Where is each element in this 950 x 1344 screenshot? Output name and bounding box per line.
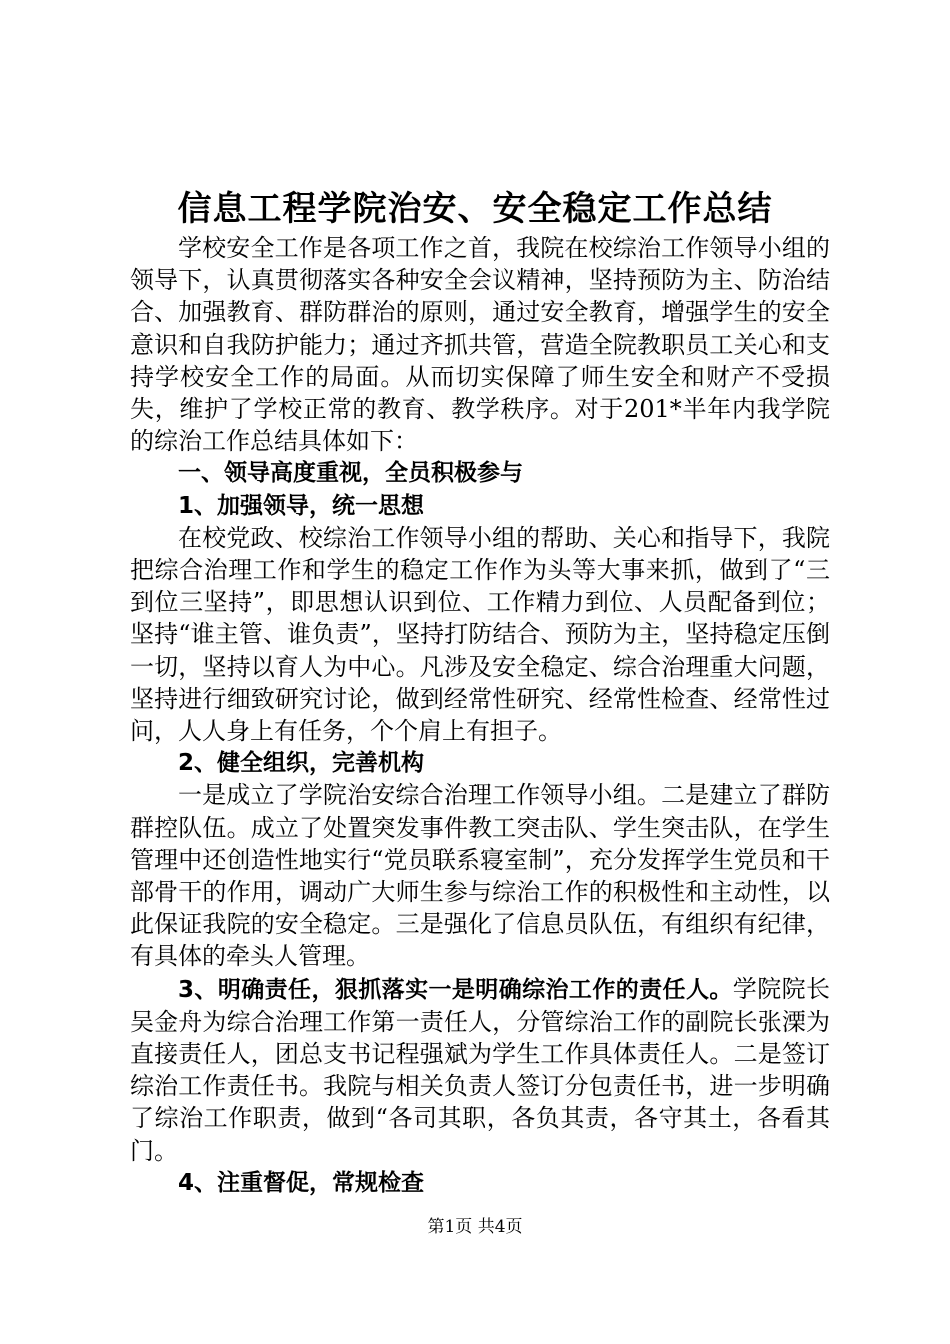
item-2-heading: 2、健全组织，完善机构 [178,750,425,777]
item-1-paragraph: 在校党政、校综治工作领导小组的帮助、关心和指导下，我院把综合治理工作和学生的稳定工作作为头等大事来抓，做到了“三到位三坚持”，即思想认识到位、工作精力到位、人员配备到位；坚持“谁主管、谁负责”，坚持打防结合、预防为主，坚持稳定压倒一切，坚持以育人为中心。凡涉及安全稳定、综合治理重大问题，坚持进行细致研究讨论，做到经常性研究、经常性检查、经常性过问，人人身上有任务，个个肩上有担子。 [130,523,830,746]
item-3-body: 学院院长吴金舟为综合治理工作第一责任人，分管综治工作的副院长张溧为直接责任人，团总支书记程强斌为学生工作具体责任人。二是签订综治工作责任书。我院与相关负责人签订分包责任书，进一步明确了综治工作职责，做到“各司其职，各负其责，各守其土，各看其门。 [130,974,831,1165]
intro-paragraph: 学校安全工作是各项工作之首，我院在校综治工作领导小组的领导下，认真贯彻落实各种安全会议精神，坚持预防为主、防治结合、加强教育、群防群治的原则，通过安全教育，增强学生的安全意识和自我防护能力；通过齐抓共管，营造全院教职员工关心和支持学校安全工作的局面。从而切实保障了师生安全和财产不受损失，维护了学校正常的教育、教学秩序。对于201*半年内我学院的综治工作总结具体如下： [130,234,830,456]
item-4-heading: 4、注重督促，常规检查 [178,1169,425,1196]
item-2-paragraph: 一是成立了学院治安综合治理工作领导小组。二是建立了群防群控队伍。成立了处置突发事件教工突击队、学生突击队，在学生管理中还创造性地实行“党员联系寝室制”，充分发挥学生党员和干部骨干的作用，调动广大师生参与综治工作的积极性和主动性，以此保证我院的安全稳定。三是强化了信息员队伍，有组织有纪律，有具体的牵头人管理。 [130,781,830,971]
document-body [130,232,830,1199]
section-1-heading: 一、领导高度重视，全员积极参与 [178,460,523,487]
page-footer: 第1页 共4页 [427,1217,523,1237]
document-title: 信息工程学院治安、安全稳定工作总结 [177,189,773,229]
item-3-paragraph [130,973,830,1167]
item-3-heading: 3、明确责任，狠抓落实一是明确综治工作的责任人。 [178,976,733,1003]
item-1-heading: 1、加强领导，统一思想 [178,492,425,519]
